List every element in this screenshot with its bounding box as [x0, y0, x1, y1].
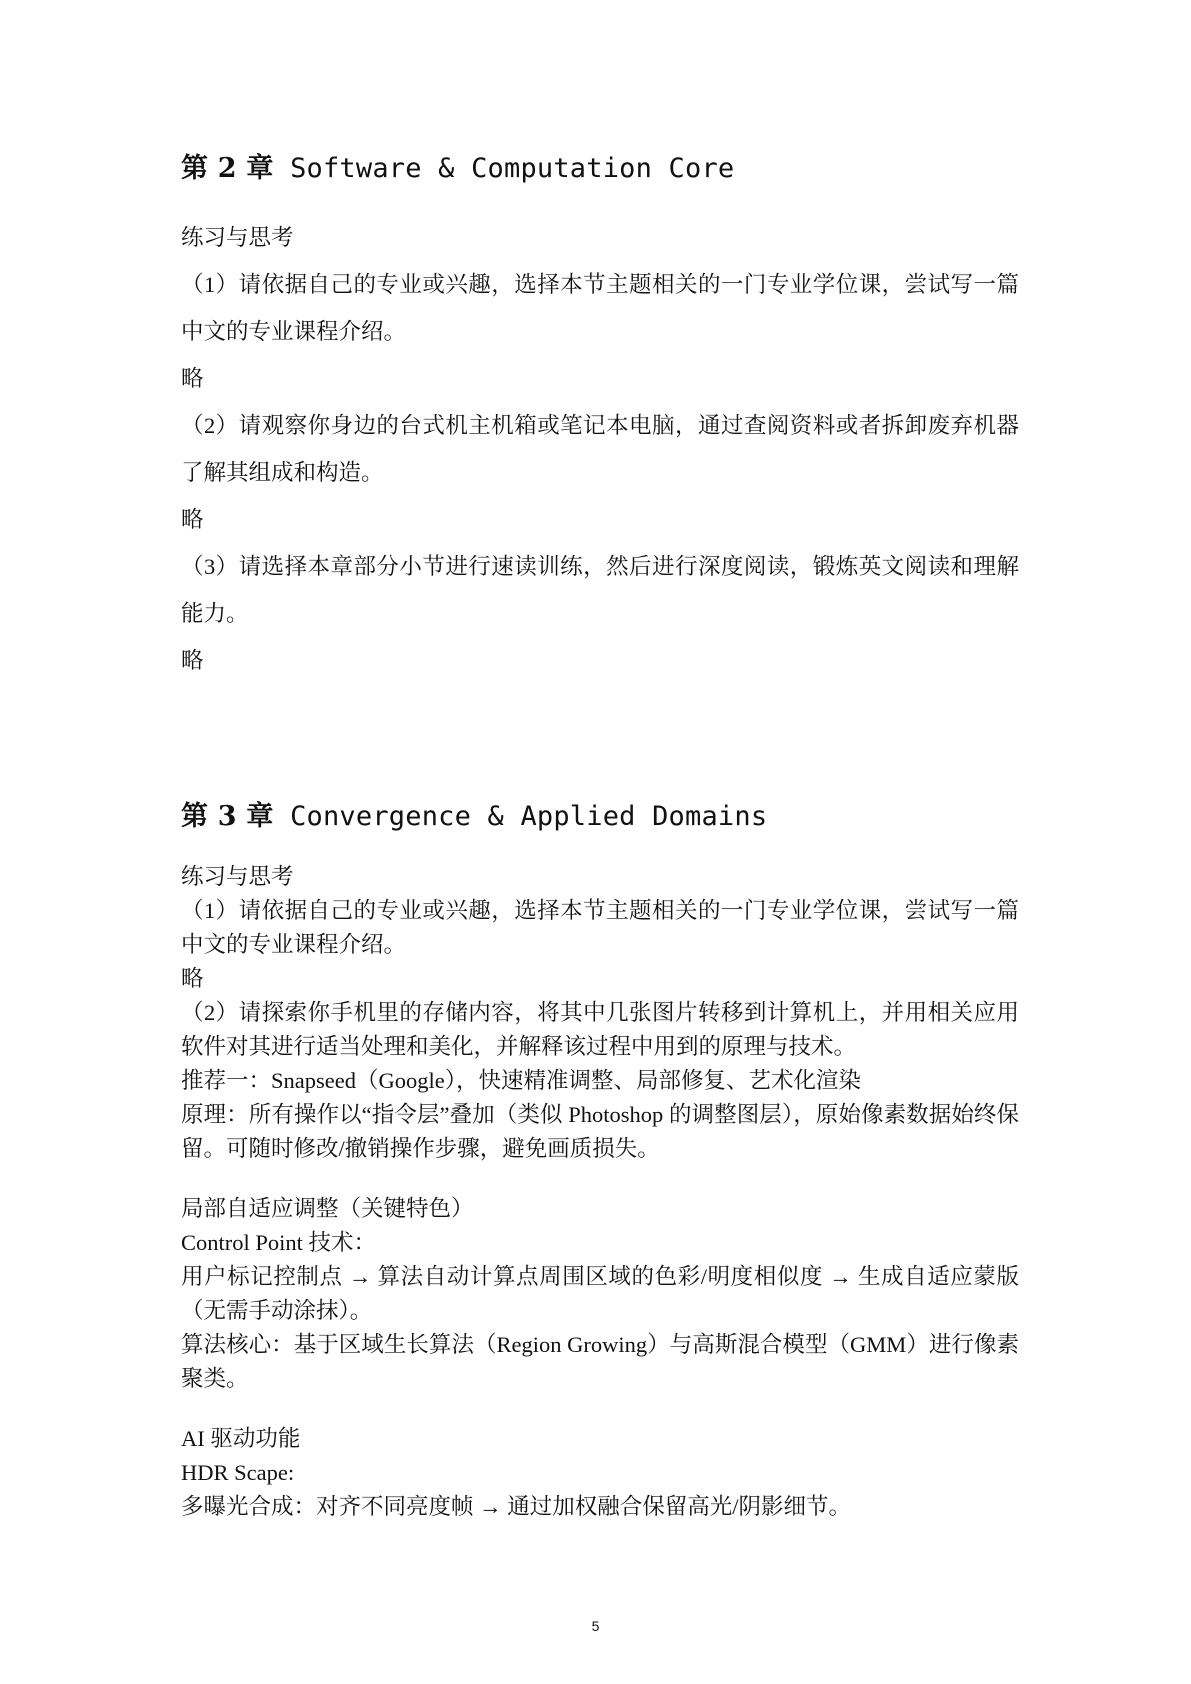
- chapter-3-recommendation: 推荐一：Snapseed（Google），快速精准调整、局部修复、艺术化渲染: [181, 1068, 861, 1093]
- chapter-3-label: 第 3 章: [181, 801, 274, 832]
- chapter-3-question-2: （2）请探索你手机里的存储内容，将其中几张图片转移到计算机上，并用相关应用软件对其进行适当处理和美化，并解释该过程中用到的原理与技术。: [181, 1000, 1019, 1059]
- ai-heading: AI 驱动功能: [181, 1426, 301, 1451]
- local-adjust-heading: 局部自适应调整（关键特色）: [181, 1196, 474, 1221]
- chapter-2-answer-1: 略: [181, 366, 204, 391]
- chapter-2-heading: [181, 146, 734, 185]
- chapter-2-question-3: （3）请选择本章部分小节进行速读训练，然后进行深度阅读，锻炼英文阅读和理解能力。: [181, 554, 1019, 626]
- chapter-3-answer-1: 略: [181, 966, 204, 991]
- local-adjust-line-1: Control Point 技术：: [181, 1230, 377, 1255]
- chapter-3-subtitle: 练习与思考: [181, 864, 294, 889]
- chapter-3-body: [181, 860, 1019, 1524]
- chapter-3-principle: 原理：所有操作以“指令层”叠加（类似 Photoshop 的调整图层），原始像素数据始终保留。可随时修改/撤销操作步骤，避免画质损失。: [181, 1102, 1019, 1161]
- chapter-2-label: 第 2 章: [181, 153, 274, 184]
- page-number: 5: [591, 1618, 600, 1634]
- chapter-2-title: Software & Computation Core: [290, 153, 735, 184]
- chapter-2-subtitle: 练习与思考: [181, 225, 294, 250]
- chapter-3-heading: [181, 794, 767, 833]
- chapter-3-title: Convergence & Applied Domains: [290, 801, 768, 832]
- chapter-2-answer-3: 略: [181, 648, 204, 673]
- local-adjust-line-3: 算法核心：基于区域生长算法（Region Growing）与高斯混合模型（GMM）进行像素聚类。: [181, 1332, 1019, 1391]
- chapter-2-question-1: （1）请依据自己的专业或兴趣，选择本节主题相关的一门专业学位课，尝试写一篇中文的专业课程介绍。: [181, 272, 1019, 344]
- ai-line-2: 多曝光合成：对齐不同亮度帧 → 通过加权融合保留高光/阴影细节。: [181, 1494, 852, 1519]
- ai-line-1: HDR Scape:: [181, 1460, 295, 1485]
- chapter-2-body: [181, 214, 1019, 684]
- chapter-2-question-2: （2）请观察你身边的台式机主机箱或笔记本电脑，通过查阅资料或者拆卸废弃机器了解其组成和构造。: [181, 413, 1019, 485]
- chapter-2-answer-2: 略: [181, 507, 204, 532]
- chapter-3-question-1: （1）请依据自己的专业或兴趣，选择本节主题相关的一门专业学位课，尝试写一篇中文的专业课程介绍。: [181, 898, 1019, 957]
- local-adjust-line-2: 用户标记控制点 → 算法自动计算点周围区域的色彩/明度相似度 → 生成自适应蒙版（无需手动涂抹）。: [181, 1264, 1019, 1323]
